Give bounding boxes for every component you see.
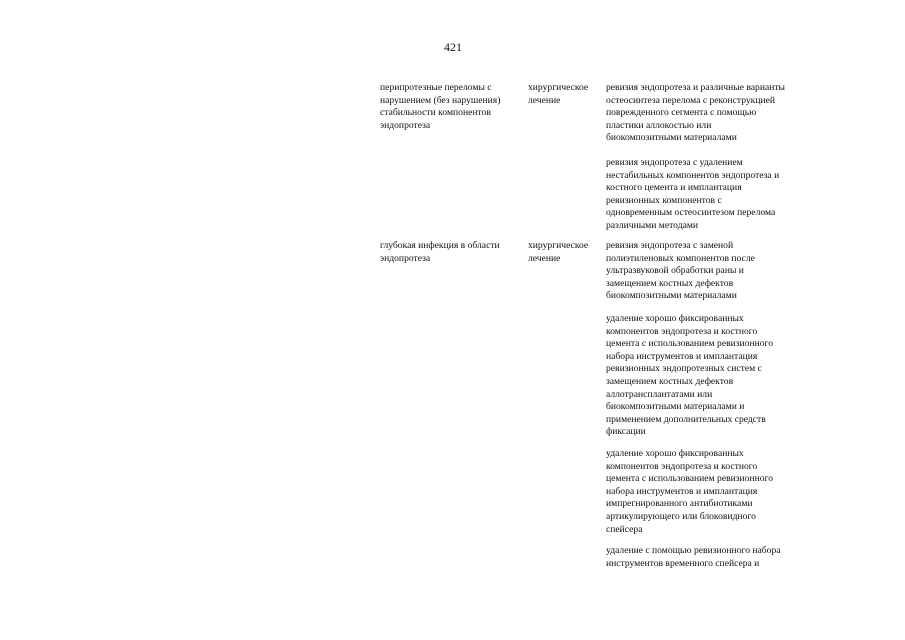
method-cell: ревизия эндопротеза с заменой полиэтиленовых компонентов после ультразвуковой обработки раны и замещением костных дефектов биокомпозитными материалами: [606, 240, 755, 302]
condition-cell: глубокая инфекция в области эндопротеза: [380, 240, 500, 264]
page-number: 421: [444, 40, 462, 54]
treatment-cell: хирургическое лечение: [528, 82, 589, 106]
method-cell: удаление с помощью ревизионного набора инструментов временного спейсера и: [606, 545, 781, 569]
method-cell: удаление хорошо фиксированных компонентов эндопротеза и костного цемента с использованием ревизионного набора инструментов и имплантация импрегнированного антибиотиками артикулирующего или блоковидного спейсера: [606, 448, 774, 535]
treatment-cell: хирургическое лечение: [528, 240, 589, 264]
condition-cell: перипротезные переломы с нарушением (без нарушения) стабильности компонентов эндопротеза: [380, 82, 501, 131]
method-cell: ревизия эндопротеза и различные варианты остеосинтеза перелома с реконструкцией поврежденного сегмента с помощью пластики аллокостью или биокомпозитными материалами: [606, 82, 785, 144]
method-cell: ревизия эндопротеза с удалением нестабильных компонентов эндопротеза и костного цемента и имплантация ревизионных компонентов с одновременным остеосинтезом перелома различными методами: [606, 157, 780, 231]
method-cell: удаление хорошо фиксированных компонентов эндопротеза и костного цемента с использованием ревизионного набора инструментов и имплантация ревизионных эндопротезных систем с замещением костных дефектов аллотрансплантатами или биокомпозитными материалами и применением дополнительных средств фиксации: [606, 313, 774, 438]
